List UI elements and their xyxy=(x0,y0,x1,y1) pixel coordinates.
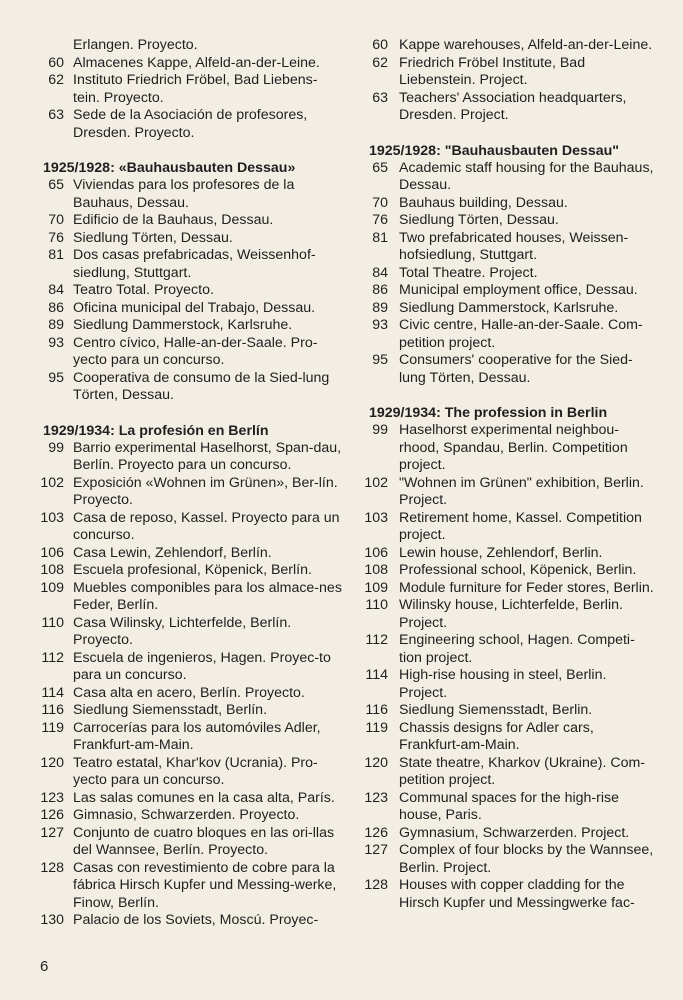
entry-text: Casa Wilinsky, Lichterfelde, Berlín. Proyecto. xyxy=(73,614,292,648)
entry-text: Erlangen. Proyecto. xyxy=(73,37,198,53)
section-heading: 1929/1934: La profesión en Berlín xyxy=(43,422,269,439)
list-item xyxy=(357,475,657,510)
entry-text: Almacenes Kappe, Alfeld-an-der-Leine. xyxy=(73,54,320,71)
entry-text: Oficina municipal del Trabajo, Dessau. xyxy=(73,299,316,316)
entry-text: Lewin house, Zehlendorf, Berlin. xyxy=(399,544,603,561)
entry-text: Casas con revestimiento de cobre para la fábrica Hirsch Kupfer und Messing-werke, Finow, Berlín. xyxy=(73,859,337,911)
list-item xyxy=(30,702,342,720)
list-item xyxy=(30,247,342,282)
entry-text: Dos casas prefabricadas, Weissenhof-siedlung, Stuttgart. xyxy=(73,247,316,281)
list-item xyxy=(30,107,342,142)
list-item xyxy=(357,842,657,877)
entry-number: 127 xyxy=(40,824,64,841)
list-item xyxy=(357,755,657,790)
entry-text: Academic staff housing for the Bauhaus, Dessau. xyxy=(399,159,654,193)
list-item xyxy=(357,282,657,300)
entry-number: 86 xyxy=(372,282,388,298)
entry-text: Palacio de los Soviets, Moscú. Proyec- xyxy=(73,912,319,928)
entry-text: Consumers' cooperative for the Sied-lung Törten, Dessau. xyxy=(399,352,633,386)
entry-text: Module furniture for Feder stores, Berlin. xyxy=(399,579,654,596)
entry-text: Escuela profesional, Köpenick, Berlín. xyxy=(73,562,312,578)
entry-number: 112 xyxy=(41,649,64,666)
entry-number: 60 xyxy=(372,37,388,53)
section-berlin xyxy=(30,422,342,930)
list-item xyxy=(30,720,342,755)
list-item xyxy=(30,335,342,370)
entry-number: 108 xyxy=(364,562,388,578)
list-item xyxy=(357,790,657,825)
entry-number: 126 xyxy=(364,824,388,841)
entry-text: Siedlung Siemensstadt, Berlin. xyxy=(399,702,593,718)
entry-number: 63 xyxy=(48,107,64,123)
entry-text: Municipal employment office, Dessau. xyxy=(399,282,638,298)
entry-number: 112 xyxy=(365,632,388,648)
list-item xyxy=(30,230,342,248)
entry-text: Conjunto de cuatro bloques en las ori-llas del Wannsee, Berlín. Proyecto. xyxy=(73,824,335,858)
section-dessau xyxy=(357,142,657,388)
list-item xyxy=(30,755,342,790)
entry-number: 60 xyxy=(48,54,64,71)
intro-list xyxy=(357,37,657,125)
section-heading: 1925/1928: "Bauhausbauten Dessau" xyxy=(369,142,620,159)
entry-text: Civic centre, Halle-an-der-Saale. Com-petition project. xyxy=(399,317,643,351)
entry-text: Siedlung Törten, Dessau. xyxy=(73,229,233,246)
entry-text: Instituto Friedrich Fröbel, Bad Liebens-tein. Proyecto. xyxy=(73,72,318,106)
entry-text: "Wohnen im Grünen" exhibition, Berlin. Project. xyxy=(399,474,644,508)
entry-number: 128 xyxy=(40,859,64,876)
entry-number: 106 xyxy=(40,544,64,561)
list-item xyxy=(357,825,657,843)
entry-number: 62 xyxy=(372,54,388,71)
list-item xyxy=(357,90,657,125)
entry-number: 89 xyxy=(48,317,64,333)
entry-text: Bauhaus building, Dessau. xyxy=(399,194,568,211)
list-item xyxy=(357,265,657,283)
entry-text: Siedlung Dammerstock, Karlsruhe. xyxy=(73,317,293,333)
list-item xyxy=(30,825,342,860)
entry-number: 106 xyxy=(364,544,388,561)
list-item xyxy=(357,55,657,90)
entry-number: 110 xyxy=(365,597,388,613)
entry-number: 84 xyxy=(372,264,388,281)
list-item xyxy=(30,55,342,73)
list-item xyxy=(357,877,657,912)
list-item xyxy=(30,860,342,913)
list-item xyxy=(30,37,342,55)
entry-number: 76 xyxy=(48,229,64,246)
entry-text: Viviendas para los profesores de la Bauhaus, Dessau. xyxy=(73,177,295,211)
list-item xyxy=(30,562,342,580)
entry-number: 99 xyxy=(48,439,64,456)
list-item xyxy=(357,510,657,545)
entry-text: Casa Lewin, Zehlendorf, Berlín. xyxy=(73,544,272,561)
entry-number: 116 xyxy=(365,702,388,718)
entry-number: 110 xyxy=(41,614,64,631)
entry-number: 108 xyxy=(40,562,64,578)
entry-number: 109 xyxy=(40,579,64,596)
entry-text: Exposición «Wohnen im Grünen», Ber-lín. Proyecto. xyxy=(73,474,338,508)
list-item xyxy=(30,475,342,510)
list-item xyxy=(357,562,657,580)
entry-text: Las salas comunes en la casa alta, París. xyxy=(73,789,335,806)
entry-number: 120 xyxy=(364,754,388,771)
entry-text: Total Theatre. Project. xyxy=(399,264,538,281)
entry-number xyxy=(30,37,73,55)
entry-text: Engineering school, Hagen. Competi-tion project. xyxy=(399,632,635,666)
list-item xyxy=(357,195,657,213)
list-item xyxy=(30,72,342,107)
list-item xyxy=(30,212,342,230)
list-item xyxy=(357,37,657,55)
entry-number: 119 xyxy=(41,719,64,736)
section-heading: 1925/1928: «Bauhausbauten Dessau» xyxy=(43,160,296,176)
entry-text: Complex of four blocks by the Wannsee, Berlin. Project. xyxy=(399,842,654,876)
entry-text: Gimnasio, Schwarzerden. Proyecto. xyxy=(73,807,300,823)
entry-text: Chassis designs for Adler cars, Frankfurt-am-Main. xyxy=(399,719,594,753)
entry-number: 65 xyxy=(372,159,388,176)
entry-number: 93 xyxy=(48,334,64,351)
entry-number: 70 xyxy=(372,194,388,211)
list-item xyxy=(30,545,342,563)
list-item xyxy=(357,300,657,318)
entry-number: 120 xyxy=(40,754,64,771)
entry-text: Siedlung Dammerstock, Karlsruhe. xyxy=(399,299,619,316)
list-item xyxy=(357,702,657,720)
list-item xyxy=(30,370,342,405)
entry-number: 114 xyxy=(41,684,64,701)
entry-number: 86 xyxy=(48,299,64,316)
english-column xyxy=(357,37,657,912)
entry-text: Professional school, Köpenick, Berlin. xyxy=(399,562,637,578)
list-item xyxy=(30,790,342,808)
entry-text: Haselhorst experimental neighbou-rhood, Spandau, Berlin. Competition project. xyxy=(399,422,628,473)
list-item xyxy=(30,300,342,318)
list-item xyxy=(357,317,657,352)
entry-text: High-rise housing in steel, Berlin. Project. xyxy=(399,667,607,701)
entry-text: Carrocerías para los automóviles Adler, Frankfurt-am-Main. xyxy=(73,719,321,753)
list-item xyxy=(357,160,657,195)
list-item xyxy=(30,912,342,930)
entry-text: Casa alta en acero, Berlín. Proyecto. xyxy=(73,684,305,701)
entry-number: 103 xyxy=(40,509,64,526)
entry-number: 126 xyxy=(40,807,64,823)
entry-number: 95 xyxy=(48,369,64,386)
entry-number: 123 xyxy=(40,789,64,806)
entry-number: 63 xyxy=(372,89,388,106)
entry-number: 102 xyxy=(364,474,388,491)
entry-text: Teatro Total. Proyecto. xyxy=(73,282,214,298)
entry-text: Muebles componibles para los almace-nes Feder, Berlín. xyxy=(73,579,342,613)
entry-number: 128 xyxy=(364,877,388,893)
entry-text: Teatro estatal, Khar'kov (Ucrania). Pro-yecto para un concurso. xyxy=(73,754,318,788)
entry-text: Sede de la Asociación de profesores, Dresden. Proyecto. xyxy=(73,107,308,141)
entry-text: Siedlung Siemensstadt, Berlín. xyxy=(73,702,268,718)
entry-number: 62 xyxy=(48,72,64,88)
section-heading: 1929/1934: The profession in Berlin xyxy=(369,405,608,421)
entry-number: 102 xyxy=(40,474,64,491)
entry-text: State theatre, Kharkov (Ukraine). Com-petition project. xyxy=(399,754,646,788)
entry-text: Friedrich Fröbel Institute, Bad Liebenstein. Project. xyxy=(399,54,586,88)
section-berlin xyxy=(357,404,657,912)
entry-text: Centro cívico, Halle-an-der-Saale. Pro-yecto para un concurso. xyxy=(73,334,318,368)
list-item xyxy=(30,317,342,335)
entry-number: 109 xyxy=(364,579,388,596)
entry-number: 65 xyxy=(48,177,64,193)
entry-text: Barrio experimental Haselhorst, Span-dau, Berlín. Proyecto para un concurso. xyxy=(73,439,342,473)
list-item xyxy=(30,807,342,825)
entry-number: 114 xyxy=(365,667,388,683)
list-item xyxy=(30,282,342,300)
entry-text: Edificio de la Bauhaus, Dessau. xyxy=(73,212,274,228)
list-item xyxy=(30,177,342,212)
entry-number: 81 xyxy=(48,247,64,263)
list-item xyxy=(357,597,657,632)
spanish-column xyxy=(30,37,342,930)
entry-number: 127 xyxy=(364,842,388,858)
entry-number: 95 xyxy=(372,352,388,368)
list-item xyxy=(357,230,657,265)
entry-number: 70 xyxy=(48,212,64,228)
entry-text: Communal spaces for the high-rise house, Paris. xyxy=(399,789,620,823)
entry-number: 123 xyxy=(364,789,388,806)
entry-text: Kappe warehouses, Alfeld-an-der-Leine. xyxy=(399,37,653,53)
intro-list xyxy=(30,37,342,142)
entry-number: 84 xyxy=(48,282,64,298)
entry-number: 76 xyxy=(372,212,388,228)
list-item xyxy=(30,510,342,545)
list-item xyxy=(357,720,657,755)
entry-number: 99 xyxy=(372,422,388,438)
list-item xyxy=(357,632,657,667)
entry-text: Siedlung Törten, Dessau. xyxy=(399,212,559,228)
list-item xyxy=(357,212,657,230)
list-item xyxy=(30,440,342,475)
entry-text: Teachers' Association headquarters, Dresden. Project. xyxy=(399,89,627,123)
entry-text: Wilinsky house, Lichterfelde, Berlin. Project. xyxy=(399,597,623,631)
entry-text: Gymnasium, Schwarzerden. Project. xyxy=(399,824,630,841)
entry-text: Cooperativa de consumo de la Sied-lung Törten, Dessau. xyxy=(73,369,330,403)
list-item xyxy=(30,685,342,703)
list-item xyxy=(357,422,657,475)
entry-text: Retirement home, Kassel. Competition project. xyxy=(399,509,642,543)
entry-number: 103 xyxy=(364,509,388,526)
list-item xyxy=(357,352,657,387)
list-item xyxy=(30,580,342,615)
entry-number: 89 xyxy=(372,299,388,316)
entry-number: 93 xyxy=(372,317,388,333)
entry-text: Two prefabricated houses, Weissen-hofsiedlung, Stuttgart. xyxy=(399,229,629,263)
entry-text: Houses with copper cladding for the Hirsch Kupfer und Messingwerke fac- xyxy=(399,877,635,911)
page-number: 6 xyxy=(40,958,49,975)
entry-number: 81 xyxy=(372,229,388,246)
list-item xyxy=(30,650,342,685)
entry-text: Casa de reposo, Kassel. Proyecto para un concurso. xyxy=(73,509,340,543)
entry-number: 116 xyxy=(41,702,64,718)
list-item xyxy=(30,615,342,650)
list-item xyxy=(357,580,657,598)
list-item xyxy=(357,667,657,702)
entry-number: 119 xyxy=(365,719,388,736)
entry-number: 130 xyxy=(40,912,64,928)
list-item xyxy=(357,545,657,563)
section-dessau xyxy=(30,159,342,405)
entry-text: Escuela de ingenieros, Hagen. Proyec-to para un concurso. xyxy=(73,649,331,683)
